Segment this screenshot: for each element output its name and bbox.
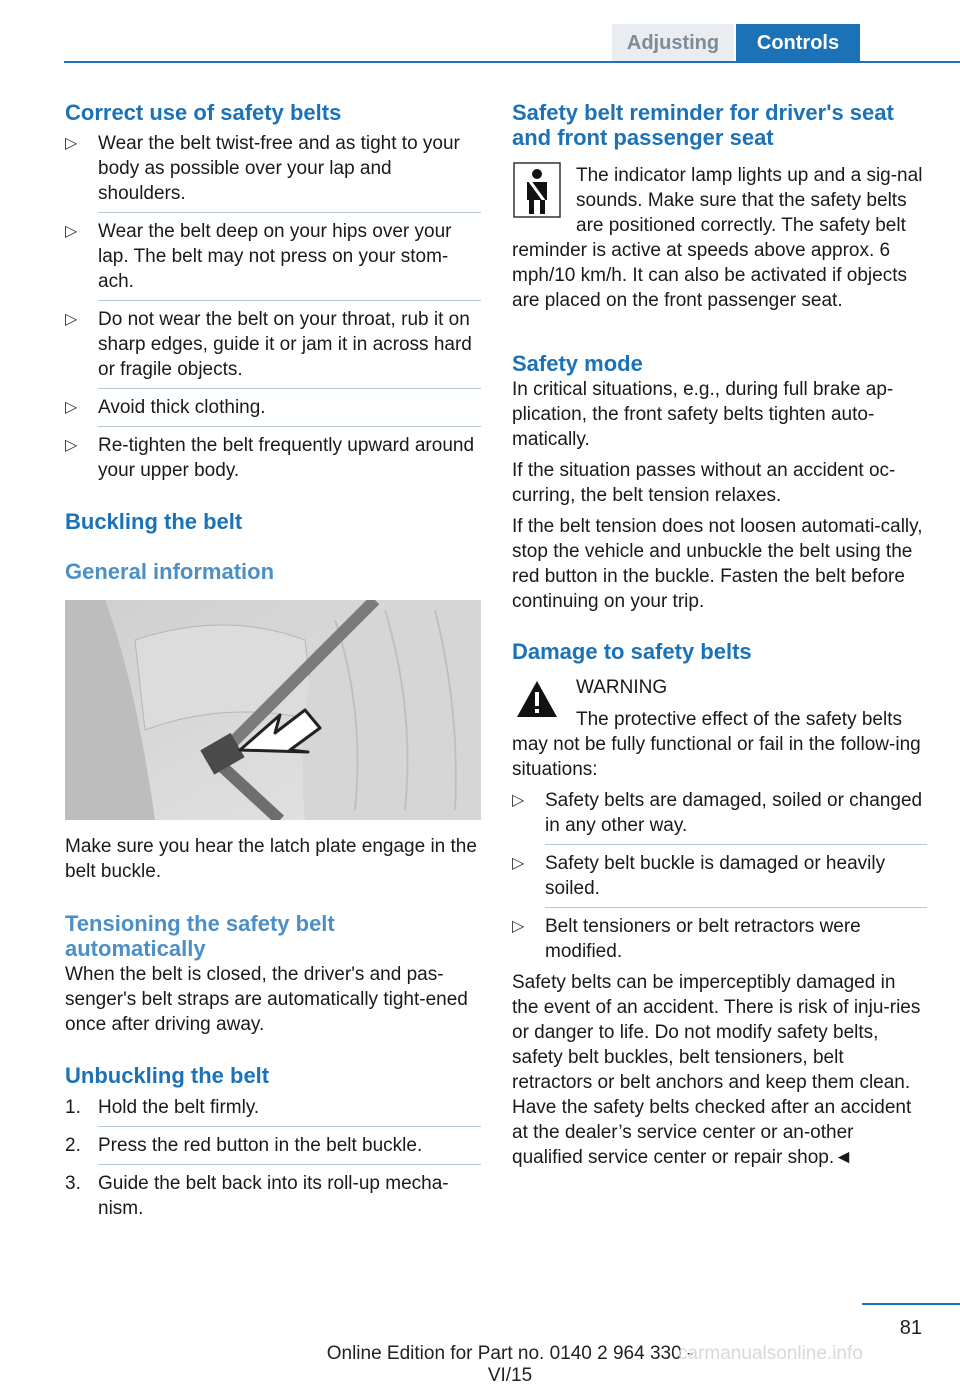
warning-triangle-icon — [512, 677, 562, 721]
bullet-triangle-icon: ▷ — [512, 855, 525, 872]
seatbelt-buckle-photo — [65, 600, 481, 820]
heading-correct-use: Correct use of safety belts — [65, 100, 342, 125]
warning-label: WARNING — [576, 677, 668, 698]
list-item — [512, 788, 927, 845]
header-rule — [64, 61, 960, 63]
list-item-text: Safety belt buckle is damaged or heavily soiled. — [545, 853, 886, 899]
heading-buckling: Buckling the belt — [65, 509, 243, 534]
warning-text: The protective effect of the safety belts may not be fully functional or fail in the follow-ing situations: — [512, 709, 921, 780]
divider — [98, 426, 481, 427]
list-item — [65, 395, 481, 427]
step-item — [65, 1133, 481, 1165]
step-text: Guide the belt back into its roll-up mecha-nism. — [98, 1173, 449, 1219]
correct-use-list — [65, 131, 481, 483]
step-item — [65, 1171, 481, 1221]
warning-block — [512, 675, 927, 782]
list-item-text: Wear the belt twist-free and as tight to your body as possible over your lap and shoulders. — [98, 133, 460, 204]
list-item-text: Avoid thick clothing. — [98, 397, 266, 418]
reminder-block — [512, 163, 927, 313]
seatbelt-icon — [512, 165, 562, 215]
safety-mode-text-1: In critical situations, e.g., during full brake ap-plication, the front safety belts tighten auto-matically. — [512, 379, 894, 450]
heading-safety-mode: Safety mode — [512, 351, 643, 376]
bullet-triangle-icon: ▷ — [65, 135, 78, 152]
list-item — [65, 219, 481, 301]
list-item-text: Do not wear the belt on your throat, rub it on sharp edges, guide it or jam it in across hard or fragile objects. — [98, 309, 472, 380]
bullet-triangle-icon: ▷ — [65, 311, 78, 328]
unbuckling-steps — [65, 1095, 481, 1221]
heading-damage: Damage to safety belts — [512, 639, 752, 664]
bullet-triangle-icon: ▷ — [65, 399, 78, 416]
list-item — [65, 307, 481, 389]
divider — [98, 388, 481, 389]
heading-general-information: General information — [65, 559, 275, 584]
heading-unbuckling: Unbuckling the belt — [65, 1063, 270, 1088]
list-item-text: Belt tensioners or belt retractors were modified. — [545, 916, 861, 962]
divider — [98, 212, 481, 213]
list-item-text: Wear the belt deep on your hips over your lap. The belt may not press on your stom-ach. — [98, 221, 452, 292]
list-item-text: Safety belts are damaged, soiled or changed in any other way. — [545, 790, 923, 836]
tab-controls[interactable]: Controls — [736, 24, 860, 62]
list-item — [512, 914, 927, 964]
page-number: 81 — [899, 1317, 922, 1339]
tab-adjusting[interactable]: Adjusting — [612, 24, 734, 62]
bullet-triangle-icon: ▷ — [512, 918, 525, 935]
edition-text: Online Edition for Part no. 0140 2 964 330 - VI/15 — [326, 1343, 694, 1386]
left-column — [65, 100, 481, 1221]
reminder-text: The indicator lamp lights up and a sig-nal sounds. Make sure that the safety belts are positioned correctly. The safety belt reminder is active at speeds above approx. 6 mph/10 km/h. It can also be activated if objects are placed on the front passenger seat. — [512, 165, 923, 311]
list-item-text: Re-tighten the belt frequently upward around your upper body. — [98, 435, 475, 481]
divider — [98, 1126, 481, 1127]
step-number: 2. — [65, 1135, 81, 1156]
footer-rule — [862, 1303, 960, 1305]
bullet-triangle-icon: ▷ — [65, 437, 78, 454]
watermark: carmanualsonline.info — [678, 1343, 863, 1364]
right-column — [512, 100, 927, 1170]
divider — [98, 300, 481, 301]
damage-closing-text: Safety belts can be imperceptibly damaged in the event of an accident. There is risk of inju-ries or danger to life. Do not modify safety belts, safety belt buckles, belt tensioners, belt retractors or belt anchors and keep them clean. Have the safety belts checked after an accident at the dealer’s service center or an-other qualified service center or repair shop.◄ — [512, 972, 921, 1168]
tensioning-text: When the belt is closed, the driver's and pas-senger's belt straps are automatically tight-ened once after driving away. — [65, 964, 468, 1035]
divider — [545, 907, 927, 908]
bullet-triangle-icon: ▷ — [512, 792, 525, 809]
heading-tensioning: Tensioning the safety belt automatically — [65, 911, 335, 961]
list-item — [65, 433, 481, 483]
safety-mode-text-2: If the situation passes without an accident oc-curring, the belt tension relaxes. — [512, 460, 896, 506]
bullet-triangle-icon: ▷ — [65, 223, 78, 240]
list-item — [512, 851, 927, 908]
step-item — [65, 1095, 481, 1127]
divider — [98, 1164, 481, 1165]
damage-list — [512, 788, 927, 964]
list-item — [65, 131, 481, 213]
latch-text: Make sure you hear the latch plate engage in the belt buckle. — [65, 836, 477, 882]
divider — [545, 844, 927, 845]
step-number: 3. — [65, 1173, 81, 1194]
heading-belt-reminder: Safety belt reminder for driver's seat and front passenger seat — [512, 100, 894, 150]
safety-mode-text-3: If the belt tension does not loosen automati-cally, stop the vehicle and unbuckle the belt using the red button in the buckle. Fasten the belt before continuing on your trip. — [512, 516, 923, 612]
step-number: 1. — [65, 1097, 81, 1118]
step-text: Press the red button in the belt buckle. — [98, 1135, 423, 1156]
step-text: Hold the belt firmly. — [98, 1097, 260, 1118]
